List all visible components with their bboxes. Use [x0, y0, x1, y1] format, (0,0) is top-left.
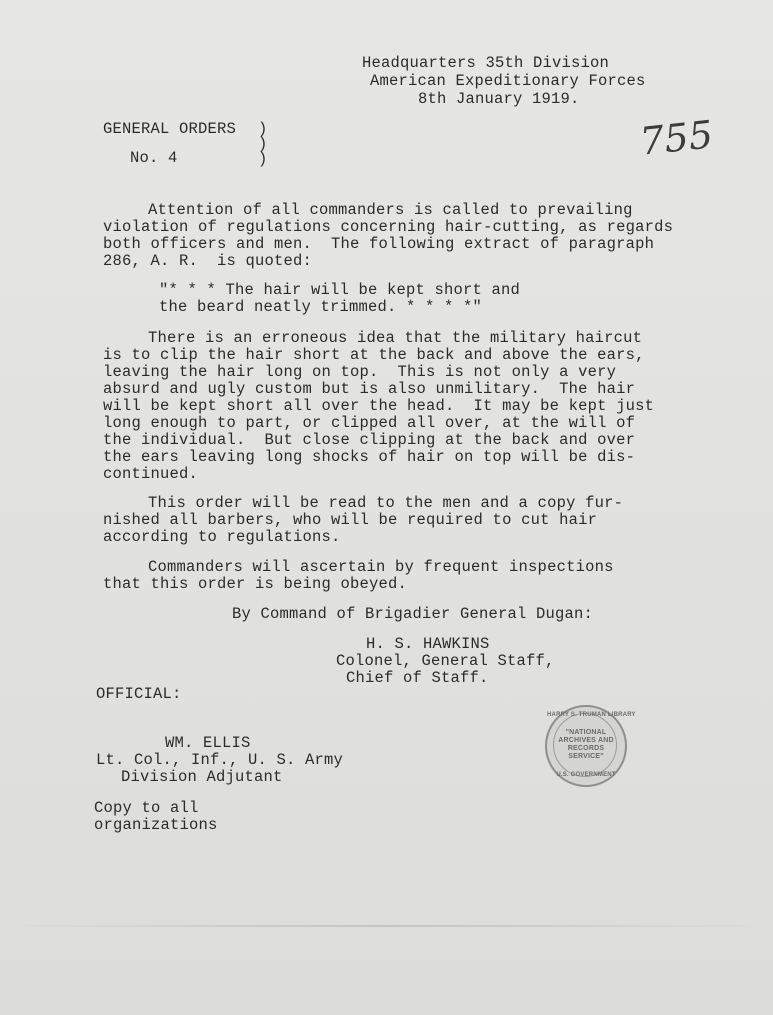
stamp-bottom-text: U.S. GOVERNMENT — [556, 772, 616, 778]
header-line-1: Headquarters 35th Division — [362, 54, 610, 72]
handwritten-number: 755 — [637, 112, 716, 164]
stamp-middle-4: SERVICE" — [568, 753, 604, 760]
header-date: 8th January 1919. — [418, 90, 580, 108]
bracket-3: ) — [258, 150, 268, 168]
official-rank: Lt. Col., Inf., U. S. Army — [96, 751, 344, 769]
paragraph3-line-3: according to regulations. — [103, 528, 341, 546]
quote-line-1: "* * * The hair will be kept short and — [159, 281, 521, 299]
paragraph3-line-2: nished all barbers, who will be required to cut hair — [103, 511, 598, 529]
stamp-top-text: HARRY S. TRUMAN LIBRARY — [547, 712, 636, 718]
header-line-2: American Expeditionary Forces — [370, 72, 646, 90]
paper-fold-line — [0, 925, 773, 927]
paragraph1-line-3: both officers and men. The following extract of paragraph — [103, 235, 655, 253]
paragraph1-line-2: violation of regulations concerning hair-cutting, as regards — [103, 218, 674, 236]
paragraph3-line-1: This order will be read to the men and a copy fur- — [148, 494, 624, 512]
stamp-middle-3: RECORDS — [567, 745, 605, 752]
paragraph2-line-9: continued. — [103, 465, 199, 483]
paragraph4-line-1: Commanders will ascertain by frequent inspections — [148, 558, 614, 576]
paragraph2-line-2: is to clip the hair short at the back and above the ears, — [103, 346, 645, 364]
signature-title-2: Chief of Staff. — [346, 669, 489, 687]
command-line: By Command of Brigadier General Dugan: — [232, 605, 594, 623]
paragraph2-line-1: There is an erroneous idea that the military haircut — [148, 329, 643, 347]
paragraph4-line-2: that this order is being obeyed. — [103, 575, 408, 593]
paragraph2-line-4: absurd and ugly custom but is also unmilitary. The hair — [103, 380, 636, 398]
signature-name: H. S. HAWKINS — [366, 635, 490, 653]
paragraph2-line-7: the individual. But close clipping at the back and over — [103, 431, 636, 449]
official-label: OFFICIAL: — [96, 685, 182, 703]
general-orders-title: GENERAL ORDERS — [103, 120, 237, 138]
paragraph2-line-5: will be kept short all over the head. It may be kept just — [103, 397, 655, 415]
signature-title-1: Colonel, General Staff, — [336, 652, 555, 670]
distribution-line-2: organizations — [94, 816, 218, 834]
archive-stamp — [545, 705, 636, 787]
paragraph2-line-8: the ears leaving long shocks of hair on top will be dis- — [103, 448, 636, 466]
official-role: Division Adjutant — [121, 768, 283, 786]
bracket-1: ) — [258, 120, 268, 138]
bracket-2: ) — [258, 135, 268, 153]
official-name: WM. ELLIS — [165, 734, 251, 752]
paragraph2-line-6: long enough to part, or clipped all over, at the will of — [103, 414, 636, 432]
paragraph1-line-4: 286, A. R. is quoted: — [103, 252, 313, 270]
distribution-line-1: Copy to all — [94, 799, 199, 817]
paragraph2-line-3: leaving the hair long on top. This is not only a very — [103, 363, 617, 381]
stamp-middle-1: "NATIONAL — [565, 729, 607, 736]
order-number: No. 4 — [130, 149, 178, 167]
quote-line-2: the beard neatly trimmed. * * * *" — [159, 298, 483, 316]
stamp-middle-2: ARCHIVES AND — [558, 737, 614, 744]
paragraph1-line-1: Attention of all commanders is called to prevailing — [148, 201, 633, 219]
